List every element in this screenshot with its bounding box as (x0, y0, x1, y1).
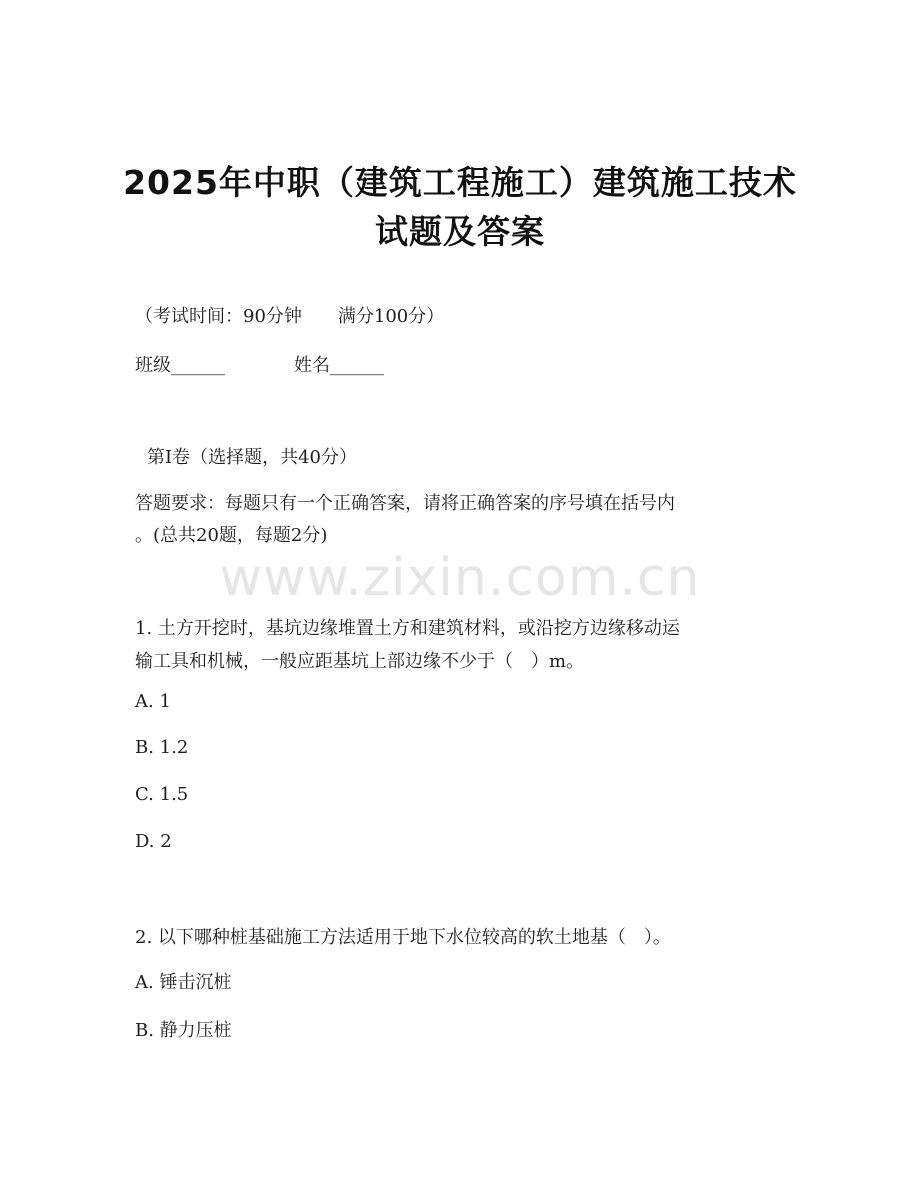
question-1-option-b: B. 1.2 (135, 737, 189, 758)
watermark: www.zixin.com.cn (219, 548, 701, 608)
exam-info: （考试时间：90分钟 满分100分） (135, 306, 445, 327)
document-title-line-1: 2025年中职（建筑工程施工）建筑施工技术 (123, 163, 797, 202)
instructions-line-2: 。(总共20题，每题2分) (135, 525, 328, 546)
question-1-stem-line-2: 输工具和机械，一般应距基坑上部边缘不少于（ ）m。 (135, 651, 585, 672)
question-2-option-b: B. 静力压桩 (135, 1020, 232, 1041)
question-1-stem-line-1: 1. 土方开挖时，基坑边缘堆置土方和建筑材料，或沿挖方边缘移动运 (135, 618, 680, 639)
class-label: 班级______ (135, 355, 225, 376)
question-1-option-d: D. 2 (135, 831, 172, 852)
instructions-line-1: 答题要求：每题只有一个正确答案，请将正确答案的序号填在括号内 (135, 493, 675, 514)
question-2-stem: 2. 以下哪种桩基础施工方法适用于地下水位较高的软土地基（ ）。 (135, 927, 671, 948)
question-1-option-a: A. 1 (135, 691, 171, 712)
question-1-option-c: C. 1.5 (135, 784, 189, 805)
section-heading: 第I卷（选择题，共40分） (147, 447, 358, 468)
question-2-option-a: A. 锤击沉桩 (135, 972, 232, 993)
document-title-line-2: 试题及答案 (375, 212, 545, 251)
name-label: 姓名______ (294, 355, 384, 376)
